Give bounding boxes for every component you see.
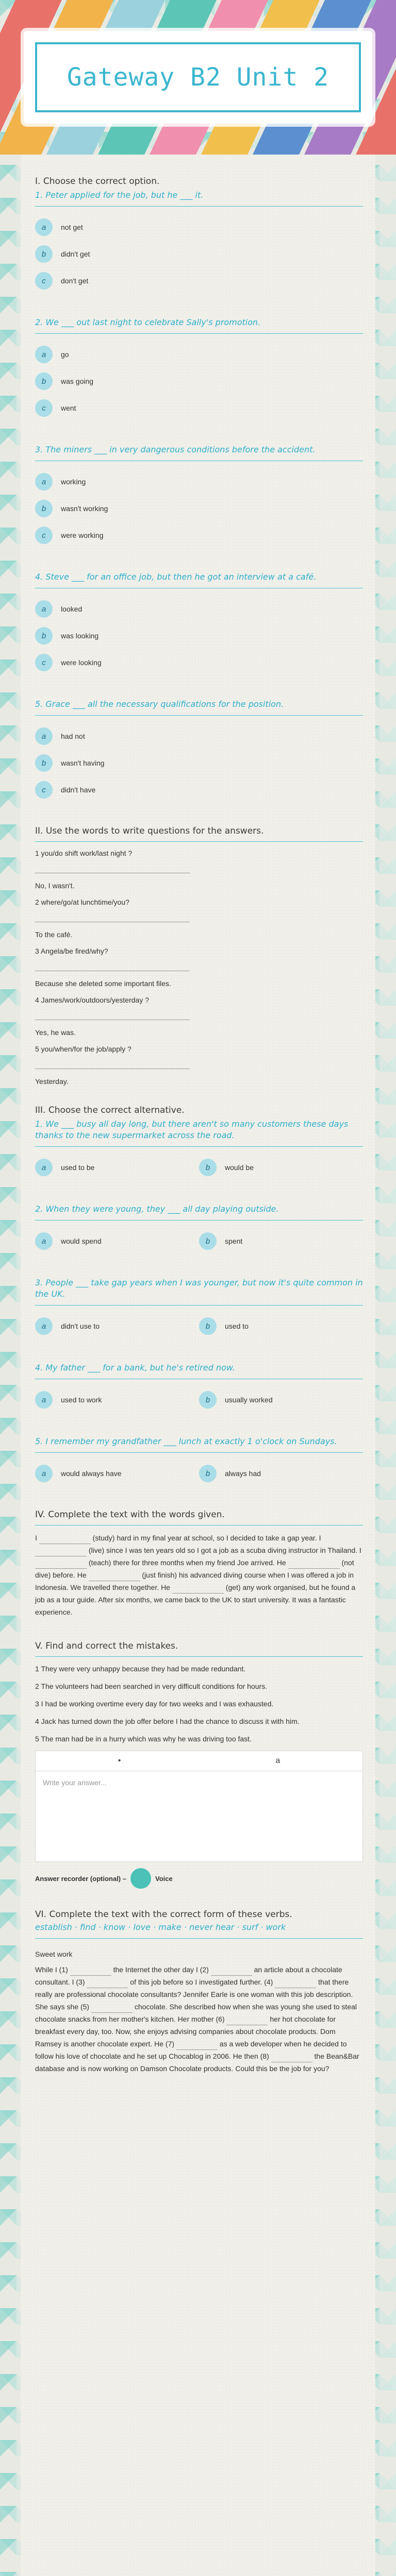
answer-option[interactable] <box>199 1154 363 1181</box>
question-text: 2. When they were young, they ___ all day playing outside. <box>35 1204 363 1221</box>
option-letter: b <box>35 500 53 517</box>
option-label: wasn't having <box>61 759 105 767</box>
answer-option[interactable] <box>35 214 363 241</box>
option-label: didn't have <box>61 786 96 794</box>
text-fragment: the Bean&Bar database and is now working on Damson Chocolate products. Could this be the job for you? <box>35 2052 359 2073</box>
option-label: looked <box>61 605 82 613</box>
section-3-heading: III. Choose the correct alternative. <box>35 1105 185 1115</box>
question-text: 1. We ___ busy all day long, but there aren't so many customers these days thanks to the new supermarket across the road. <box>35 1118 363 1147</box>
option-letter-b: b <box>199 1465 217 1482</box>
prompt-text: 3 Angela/be fired/why? <box>35 947 108 955</box>
gap-input[interactable] <box>70 1967 111 1976</box>
gap-input[interactable] <box>89 1572 140 1581</box>
option-letter: a <box>35 346 53 363</box>
answer-option[interactable] <box>35 750 363 776</box>
section-2-heading: II. Use the words to write questions for the answers. <box>35 826 363 842</box>
option-label: don't get <box>61 277 89 285</box>
gap-input[interactable] <box>172 1585 224 1594</box>
mistake-item: 1 They were very unhappy because they had be made redundant. <box>35 1665 246 1673</box>
option-letter-b: b <box>199 1159 217 1176</box>
option-label: working <box>61 478 86 486</box>
option-letter: b <box>35 245 53 263</box>
alternatives-row <box>35 1386 363 1413</box>
gap-input[interactable] <box>35 1548 87 1556</box>
mistake-item: 3 I had be working overtime every day for two weeks and I was exhausted. <box>35 1700 274 1708</box>
text-fragment: that there really are professional chocolate consultants? Jennifer Earle is one woman with this job description. She says she (5) <box>35 1978 353 2011</box>
gap-input[interactable] <box>211 1967 252 1976</box>
text-fragment: While I (1) <box>35 1965 68 1974</box>
answer-option[interactable] <box>35 1386 199 1413</box>
option-letter-b: b <box>199 1232 217 1250</box>
option-letter: a <box>35 727 53 745</box>
question-block <box>35 1204 363 1255</box>
question-block <box>35 1436 363 1487</box>
answer-option[interactable] <box>35 596 363 622</box>
option-label: was going <box>61 377 94 385</box>
option-label: didn't use to <box>61 1322 100 1330</box>
option-label: always had <box>225 1469 261 1478</box>
option-letter-b: b <box>199 1391 217 1409</box>
answer-option[interactable] <box>35 649 363 676</box>
option-letter-b: b <box>199 1317 217 1335</box>
option-letter: b <box>35 754 53 772</box>
text-fragment: chocolate. She described how when she was young she used to steal chocolate snacks from her mother's kitchen. Her mother (6) <box>35 2003 357 2023</box>
answer-option[interactable] <box>35 723 363 750</box>
answer-option[interactable] <box>35 622 363 649</box>
option-letter: c <box>35 399 53 417</box>
text-fragment: (not dive) before. He <box>35 1558 354 1579</box>
question-block <box>35 1118 363 1181</box>
option-letter-a: a <box>35 1317 53 1335</box>
answer-option[interactable] <box>35 1154 199 1181</box>
answer-field[interactable] <box>35 860 190 873</box>
recorder-label: Answer recorder (optional) – <box>35 1874 126 1883</box>
title-card <box>24 31 372 124</box>
page-title: Gateway B2 Unit 2 <box>67 63 329 92</box>
section-4-heading: IV. Complete the text with the words given. <box>35 1510 363 1526</box>
option-letter: b <box>35 372 53 390</box>
gap-fill-text <box>35 1532 363 1618</box>
title-frame <box>35 42 361 112</box>
answer-option[interactable] <box>35 1460 199 1487</box>
gap-input[interactable] <box>271 2054 312 2062</box>
answer-field[interactable] <box>35 1056 190 1069</box>
section-6-heading: VI. Complete the text with the correct form of these verbs. <box>35 1909 292 1920</box>
mistake-item: 2 The volunteers had been searched in very difficult conditions for hours. <box>35 1682 268 1690</box>
word-bank: establish · find · know · love · make · never hear · surf · work <box>35 1922 363 1939</box>
answer-field[interactable] <box>35 1007 190 1020</box>
text-format-button[interactable]: a <box>275 1756 280 1765</box>
option-label: go <box>61 350 69 359</box>
text-fragment: (live) since I was ten years old so I got a job as a scuba diving instructor in Thailand. I <box>88 1546 361 1554</box>
question-text: 4. My father ___ for a bank, but he's retired now. <box>35 1362 363 1379</box>
text-fragment: (get) any work organised, but he found a job as a tour guide. After six months, we came back to the UK to start university. It was a fantastic experience. <box>35 1583 356 1616</box>
gap-input[interactable] <box>226 2016 268 2025</box>
option-letter: c <box>35 781 53 799</box>
answer-option[interactable] <box>35 241 363 267</box>
option-label: would spend <box>61 1237 102 1245</box>
question-text: 4. Steve ___ for an office job, but then he got an interview at a café. <box>35 571 363 588</box>
option-letter: a <box>35 218 53 236</box>
answer-option[interactable] <box>35 395 363 421</box>
alternatives-row <box>35 1154 363 1181</box>
alternatives-row <box>35 1228 363 1255</box>
answer-editor <box>35 1751 363 1862</box>
question-block <box>35 571 363 676</box>
gap-input[interactable] <box>288 1560 340 1569</box>
answer-option[interactable] <box>35 776 363 803</box>
write-questions-list <box>35 848 363 1087</box>
prompt-text: 2 where/go/at lunchtime/you? <box>35 898 129 906</box>
answer-option[interactable] <box>35 1228 199 1255</box>
mistake-item: 4 Jack has turned down the job offer before I had the chance to discuss it with him. <box>35 1717 300 1725</box>
answer-option[interactable] <box>35 368 363 395</box>
option-letter: c <box>35 272 53 290</box>
given-answer: To the café. <box>35 930 73 939</box>
text-fragment: (study) hard in my final year at school, so I decided to take a gap year. I <box>92 1534 321 1542</box>
text-fragment: the Internet the other day I (2) <box>113 1965 209 1974</box>
option-letter-a: a <box>35 1465 53 1482</box>
answer-recorder <box>35 1868 363 1889</box>
option-letter: c <box>35 654 53 671</box>
gap-input[interactable] <box>35 1560 87 1569</box>
gap-input[interactable] <box>87 1979 128 1988</box>
answer-field[interactable] <box>35 909 190 922</box>
option-label: were working <box>61 531 104 539</box>
answer-option[interactable] <box>199 1228 363 1255</box>
option-label: used to <box>225 1322 249 1330</box>
option-label: was looking <box>61 632 99 640</box>
option-letter-a: a <box>35 1159 53 1176</box>
mistakes-list <box>35 1663 363 1744</box>
text-fragment: of this job before so I investigated further. (4) <box>130 1978 273 1986</box>
worksheet-paper <box>21 155 375 2576</box>
record-voice-button[interactable] <box>130 1868 151 1889</box>
worksheet-content <box>35 176 363 2075</box>
question-text: 2. We ___ out last night to celebrate Sally's promotion. <box>35 317 363 334</box>
bullet-list-button[interactable]: • <box>118 1756 121 1765</box>
option-label: usually worked <box>225 1396 273 1404</box>
option-label: wasn't working <box>61 504 108 513</box>
option-letter: b <box>35 627 53 645</box>
text-fragment: her hot chocolate for breakfast every day, too. Now, she enjoys advising companies about chocolate products. Dom Ramsey is another chocolate expert. He (7) <box>35 2015 336 2048</box>
option-letter: c <box>35 527 53 544</box>
option-label: used to work <box>61 1396 102 1404</box>
option-label: were looking <box>61 658 102 667</box>
story-title: Sweet work <box>35 1950 73 1958</box>
option-label: went <box>61 404 76 412</box>
question-block <box>35 1362 363 1413</box>
option-letter: a <box>35 473 53 490</box>
option-letter-a: a <box>35 1391 53 1409</box>
question-block <box>35 1277 363 1340</box>
given-answer: Because she deleted some important files. <box>35 979 171 988</box>
answer-textarea[interactable]: Write your answer... <box>43 1778 107 1787</box>
answer-option[interactable] <box>199 1386 363 1413</box>
answer-option[interactable] <box>199 1313 363 1340</box>
option-label: used to be <box>61 1163 95 1172</box>
option-label: would be <box>225 1163 254 1172</box>
gap-input[interactable] <box>91 2004 133 2013</box>
answer-field[interactable] <box>35 958 190 971</box>
option-label: didn't get <box>61 250 90 258</box>
section-1-heading: I. Choose the correct option. <box>35 176 160 187</box>
question-block <box>35 699 363 803</box>
given-answer: Yesterday. <box>35 1077 69 1086</box>
question-block <box>35 190 363 294</box>
option-letter-a: a <box>35 1232 53 1250</box>
answer-option[interactable] <box>199 1460 363 1487</box>
question-block <box>35 317 363 421</box>
text-fragment: an article about a chocolate consultant. I (3) <box>35 1965 342 1986</box>
alternatives-row <box>35 1313 363 1340</box>
text-fragment: (just finish) his advanced diving course when I was offered a job in Indonesia. We travelled there together. He <box>35 1571 354 1591</box>
question-text: 5. Grace ___ all the necessary qualifications for the position. <box>35 699 363 716</box>
answer-option[interactable] <box>35 341 363 368</box>
option-label: had not <box>61 732 85 740</box>
gap-input[interactable] <box>275 1979 316 1988</box>
given-answer: Yes, he was. <box>35 1028 76 1037</box>
answer-option[interactable] <box>35 267 363 294</box>
prompt-text: 4 James/work/outdoors/yesterday ? <box>35 996 149 1004</box>
answer-option[interactable] <box>35 468 363 495</box>
option-letter: a <box>35 600 53 618</box>
mistake-item: 5 The man had be in a hurry which was why he was driving too fast. <box>35 1735 252 1743</box>
alternatives-row <box>35 1460 363 1487</box>
section-5-heading: V. Find and correct the mistakes. <box>35 1641 363 1657</box>
question-text: 3. The miners ___ in very dangerous conditions before the accident. <box>35 444 363 461</box>
question-text: 5. I remember my grandfather ___ lunch at exactly 1 o'clock on Sundays. <box>35 1436 363 1453</box>
option-label: would always have <box>61 1469 122 1478</box>
gap-input[interactable] <box>176 2041 218 2050</box>
text-fragment: I <box>35 1534 37 1542</box>
question-text: 3. People ___ take gap years when I was younger, but now it's quite common in the UK. <box>35 1277 363 1306</box>
option-label: spent <box>225 1237 243 1245</box>
question-block <box>35 444 363 549</box>
text-fragment: as a web developer when he decided to follow his love of chocolate and he set up Chocablog in 2006. He then (8) <box>35 2040 347 2060</box>
answer-option[interactable] <box>35 495 363 522</box>
gap-fill-text <box>35 1963 363 2075</box>
prompt-text: 5 you/when/for the job/apply ? <box>35 1045 131 1053</box>
voice-label: Voice <box>155 1874 173 1883</box>
answer-option[interactable] <box>35 1313 199 1340</box>
text-fragment: (teach) there for three months when my friend Joe arrived. He <box>88 1558 286 1567</box>
question-text: 1. Peter applied for the job, but he ___ it. <box>35 190 363 207</box>
editor-toolbar <box>36 1751 362 1771</box>
answer-option[interactable] <box>35 522 363 549</box>
option-label: not get <box>61 223 83 231</box>
prompt-text: 1 you/do shift work/last night ? <box>35 849 133 857</box>
given-answer: No, I wasn't. <box>35 882 75 890</box>
gap-input[interactable] <box>39 1535 91 1544</box>
